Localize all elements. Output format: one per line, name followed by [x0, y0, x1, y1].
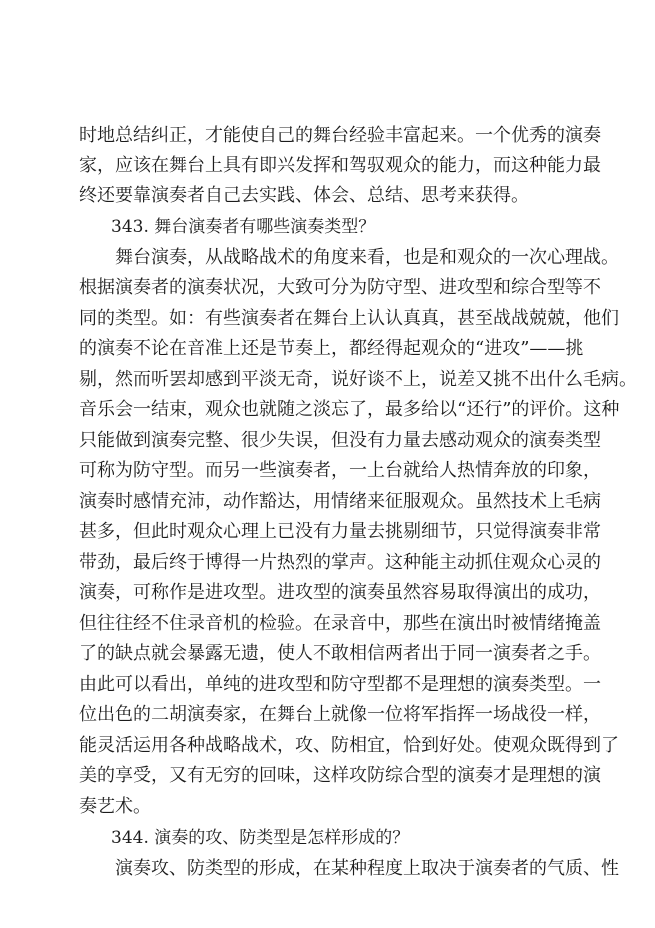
paragraph-line: 了的缺点就会暴露无遗，使人不敢相信两者出于同一演奏者之手。 [79, 643, 601, 664]
paragraph-line: 由此可以看出，单纯的进攻型和防守型都不是理想的演奏类型。一 [79, 674, 601, 695]
paragraph-line: 的演奏不论在音准上还是节奏上，都经得起观众的“进攻”——挑 [79, 338, 584, 359]
paragraph-line: 能灵活运用各种战略战术，攻、防相宜，恰到好处。使观众既得到了 [79, 735, 619, 756]
paragraph-line: 根据演奏者的演奏状况，大致可分为防守型、进攻型和综合型等不 [79, 277, 601, 298]
paragraph-line: 终还要靠演奏者自己去实践、体会、总结、思考来获得。 [79, 185, 529, 206]
paragraph-line: 同的类型。如：有些演奏者在舞台上认认真真，甚至战战兢兢，他们 [79, 308, 619, 329]
paragraph-line: 剔，然而听罢却感到平淡无奇，说好谈不上，说差又挑不出什么毛病。 [79, 369, 637, 390]
section-heading-344: 344. 演奏的攻、防类型是怎样形成的？ [111, 828, 410, 848]
paragraph-line: 舞台演奏，从战略战术的角度来看，也是和观众的一次心理战。 [115, 247, 619, 268]
paragraph-line: 只能做到演奏完整、很少失误，但没有力量去感动观众的演奏类型 [79, 430, 601, 451]
paragraph-line: 带劲，最后终于博得一片热烈的掌声。这种能主动抓住观众心灵的 [79, 552, 601, 573]
paragraph-line: 位出色的二胡演奏家，在舞台上就像一位将军指挥一场战役一样， [79, 704, 601, 725]
section-heading-343: 343. 舞台演奏者有哪些演奏类型？ [111, 217, 376, 237]
paragraph-line: 演奏攻、防类型的形成，在某种程度上取决于演奏者的气质、性 [115, 858, 619, 879]
paragraph-line: 时地总结纠正，才能使自己的舞台经验丰富起来。一个优秀的演奏 [79, 125, 601, 146]
paragraph-line: 演奏时感情充沛，动作豁达，用情绪来征服观众。虽然技术上毛病 [79, 491, 601, 512]
paragraph-line: 但往往经不住录音机的检验。在录音中，那些在演出时被情绪掩盖 [79, 613, 601, 634]
paragraph-line: 家，应该在舞台上具有即兴发挥和驾驭观众的能力，而这种能力最 [79, 155, 601, 176]
paragraph-line: 美的享受，又有无穷的回味，这样攻防综合型的演奏才是理想的演 [79, 765, 601, 786]
paragraph-line: 奏艺术。 [79, 796, 151, 817]
paragraph-line: 可称为防守型。而另一些演奏者，一上台就给人热情奔放的印象， [79, 460, 601, 481]
paragraph-line: 演奏，可称作是进攻型。进攻型的演奏虽然容易取得演出的成功， [79, 582, 601, 603]
paragraph-line: 音乐会一结束，观众也就随之淡忘了，最多给以“还行”的评价。这种 [79, 399, 620, 420]
paragraph-line: 甚多，但此时观众心理上已没有力量去挑剔细节，只觉得演奏非常 [79, 521, 601, 542]
